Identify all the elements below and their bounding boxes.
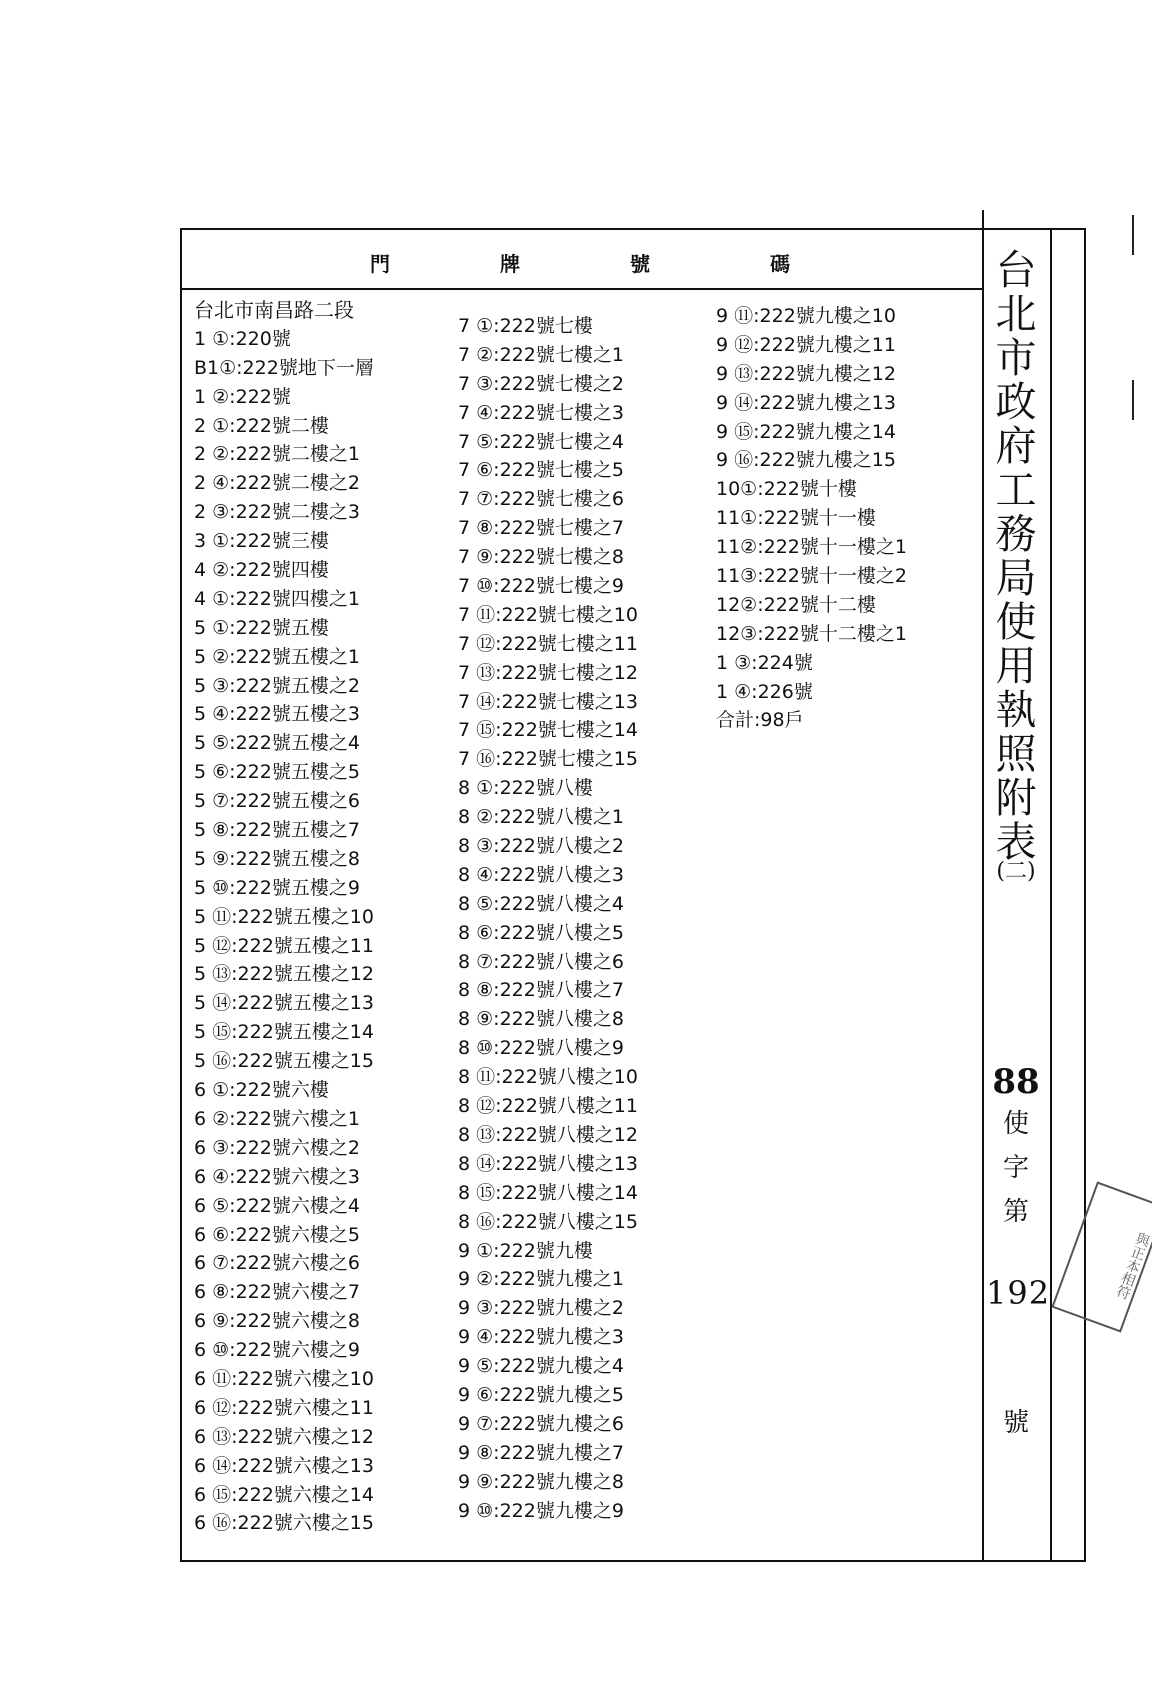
address-entry: 8 ⑪:222號八樓之10: [458, 1066, 638, 1089]
address-entry: 11①:222號十一樓: [716, 507, 876, 530]
address-entry: 8 ⑤:222號八樓之4: [458, 892, 624, 915]
address-column-3: [716, 302, 907, 735]
address-entry: 7 ⑭:222號七樓之13: [458, 690, 638, 713]
address-entry: 6 ⑭:222號六樓之13: [194, 1454, 374, 1477]
address-column-1: [194, 296, 374, 1538]
permit-number-block: [986, 1062, 1051, 1439]
address-entry: 9 ⑦:222號九樓之6: [458, 1412, 624, 1435]
address-entry: 11③:222號十一樓之2: [716, 565, 907, 588]
address-entry: 9 ⑭:222號九樓之13: [716, 391, 896, 414]
address-entry: 1 ④:226號: [716, 680, 813, 703]
title-char: 務: [995, 510, 1037, 558]
scan-edge-mark: [1132, 380, 1134, 420]
address-entry: 8 ⑯:222號八樓之15: [458, 1210, 638, 1233]
address-entry: 9 ⑤:222號九樓之4: [458, 1355, 624, 1378]
address-entry: 9 ⑨:222號九樓之8: [458, 1470, 624, 1493]
address-column-2: [458, 312, 638, 1525]
address-entry: 4 ①:222號四樓之1: [194, 587, 360, 610]
address-entry: 7 ⑬:222號七樓之12: [458, 661, 638, 684]
address-entry: 6 ⑪:222號六樓之10: [194, 1367, 374, 1390]
address-entry: 8 ⑥:222號八樓之5: [458, 921, 624, 944]
table-header: [182, 230, 982, 290]
address-entry: 5 ⑪:222號五樓之10: [194, 905, 374, 928]
title-char: 照: [995, 730, 1037, 778]
certification-stamp: 與正本相符: [1051, 1181, 1152, 1332]
address-entry: 8 ⑧:222號八樓之7: [458, 979, 624, 1002]
address-entry: 9 ④:222號九樓之3: [458, 1326, 624, 1349]
address-entry: 5 ⑨:222號五樓之8: [194, 847, 360, 870]
permit-appendix-table: [180, 228, 1086, 1562]
address-entry: 9 ⑧:222號九樓之7: [458, 1441, 624, 1464]
address-entry: 5 ⑮:222號五樓之14: [194, 1021, 374, 1044]
address-entry: 6 ⑨:222號六樓之8: [194, 1310, 360, 1333]
address-entry: 8 ⑨:222號八樓之8: [458, 1008, 624, 1031]
permit-char: 使: [1002, 1109, 1029, 1139]
address-entry: 8 ⑬:222號八樓之12: [458, 1123, 638, 1146]
address-entry: 7 ⑯:222號七樓之15: [458, 748, 638, 771]
address-entry: 5 ⑤:222號五樓之4: [194, 732, 360, 755]
address-entry: 7 ⑦:222號七樓之6: [458, 488, 624, 511]
address-entry: 6 ③:222號六樓之2: [194, 1136, 360, 1159]
address-entry: 8 ④:222號八樓之3: [458, 863, 624, 886]
title-char: 表: [995, 818, 1037, 866]
address-entry: 5 ⑫:222號五樓之11: [194, 934, 374, 957]
header-label-code: 碼: [770, 252, 790, 276]
title-char: 北: [995, 290, 1037, 338]
address-entry: 12②:222號十二樓: [716, 593, 876, 616]
address-entry: 2 ③:222號二樓之3: [194, 501, 360, 524]
address-entry: 5 ②:222號五樓之1: [194, 645, 360, 668]
address-entry: 12③:222號十二樓之1: [716, 622, 907, 645]
address-entry: 2 ④:222號二樓之2: [194, 472, 360, 495]
address-entry: 6 ⑥:222號六樓之5: [194, 1223, 360, 1246]
title-subscript: (二): [996, 859, 1036, 884]
address-entry: 9 ⑬:222號九樓之12: [716, 362, 896, 385]
address-entry: 8 ⑭:222號八樓之13: [458, 1152, 638, 1175]
address-entry: 7 ⑧:222號七樓之7: [458, 517, 624, 540]
address-entry: 9 ⑮:222號九樓之14: [716, 420, 896, 443]
address-entry: 7 ②:222號七樓之1: [458, 343, 624, 366]
address-entry: 6 ⑮:222號六樓之14: [194, 1483, 374, 1506]
address-entry: 7 ①:222號七樓: [458, 315, 593, 337]
permit-char: 字: [1002, 1153, 1029, 1183]
address-entry: 6 ①:222號六樓: [194, 1079, 329, 1102]
address-entry: 9 ⑪:222號九樓之10: [716, 305, 896, 327]
address-entry: 9 ③:222號九樓之2: [458, 1297, 624, 1320]
address-entry: 5 ⑭:222號五樓之13: [194, 992, 374, 1015]
title-char: 市: [995, 334, 1037, 382]
address-entry: 3 ①:222號三樓: [194, 530, 329, 553]
address-entry: 合計:98戶: [716, 709, 804, 732]
address-entry: 9 ⑥:222號九樓之5: [458, 1383, 624, 1406]
address-entry: 7 ⑨:222號七樓之8: [458, 546, 624, 569]
address-entry: B1①:222號地下一層: [194, 356, 374, 379]
address-entry: 7 ⑪:222號七樓之10: [458, 603, 638, 626]
address-entry: 8 ①:222號八樓: [458, 777, 593, 800]
title-char: 局: [995, 554, 1037, 602]
address-entry: 6 ②:222號六樓之1: [194, 1107, 360, 1130]
address-entry: 1 ③:224號: [716, 651, 813, 674]
street-heading: 台北市南昌路二段: [194, 298, 354, 322]
address-entry: 7 ⑤:222號七樓之4: [458, 430, 624, 453]
permit-suffix: 號: [1002, 1408, 1029, 1438]
address-entry: 8 ⑮:222號八樓之14: [458, 1181, 638, 1204]
address-entry: 7 ⑮:222號七樓之14: [458, 719, 638, 742]
permit-number: 192: [986, 1274, 1051, 1312]
address-entry: 5 ④:222號五樓之3: [194, 703, 360, 726]
divider-line: [1050, 230, 1052, 1562]
address-entry: 6 ⑩:222號六樓之9: [194, 1339, 360, 1362]
address-entry: 9 ⑩:222號九樓之9: [458, 1499, 624, 1522]
address-entry: 5 ①:222號五樓: [194, 616, 329, 639]
address-entry: 6 ⑧:222號六樓之7: [194, 1281, 360, 1304]
address-entry: 5 ③:222號五樓之2: [194, 674, 360, 697]
document-title: [986, 248, 1046, 884]
address-entry: 10①:222號十樓: [716, 478, 857, 501]
address-entry: 7 ⑩:222號七樓之9: [458, 575, 624, 598]
address-entry: 6 ⑤:222號六樓之4: [194, 1194, 360, 1217]
address-entry: 8 ③:222號八樓之2: [458, 835, 624, 858]
address-entry: 9 ②:222號九樓之1: [458, 1268, 624, 1291]
address-entry: 8 ⑦:222號八樓之6: [458, 950, 624, 973]
address-entry: 7 ③:222號七樓之2: [458, 372, 624, 395]
address-entry: 7 ⑥:222號七樓之5: [458, 459, 624, 482]
title-char: 工: [995, 466, 1037, 514]
address-entry: 5 ⑩:222號五樓之9: [194, 876, 360, 899]
address-entry: 1 ②:222號: [194, 385, 291, 408]
divider-line: [982, 210, 984, 1562]
address-entry: 6 ⑫:222號六樓之11: [194, 1396, 374, 1419]
address-entry: 6 ⑯:222號六樓之15: [194, 1512, 374, 1535]
address-entry: 5 ⑦:222號五樓之6: [194, 790, 360, 813]
address-entry: 9 ⑫:222號九樓之11: [716, 333, 896, 356]
address-entry: 11②:222號十一樓之1: [716, 536, 907, 559]
address-entry: 5 ⑧:222號五樓之7: [194, 819, 360, 842]
address-entry: 8 ⑫:222號八樓之11: [458, 1095, 638, 1118]
address-entry: 6 ④:222號六樓之3: [194, 1165, 360, 1188]
address-entry: 5 ⑬:222號五樓之12: [194, 963, 374, 986]
header-label-plate: 牌: [500, 252, 520, 276]
address-entry: 1 ①:220號: [194, 327, 291, 350]
address-entry: 9 ①:222號九樓: [458, 1239, 593, 1262]
title-char: 政: [995, 378, 1037, 426]
address-entry: 6 ⑦:222號六樓之6: [194, 1252, 360, 1275]
scan-edge-mark: [1132, 215, 1134, 255]
address-entry: 7 ⑫:222號七樓之11: [458, 632, 638, 655]
title-char: 府: [995, 422, 1037, 470]
address-entry: 8 ⑩:222號八樓之9: [458, 1037, 624, 1060]
permit-year: 88: [992, 1062, 1040, 1102]
address-entry: 8 ②:222號八樓之1: [458, 806, 624, 829]
header-label-number: 號: [630, 252, 650, 276]
address-entry: 5 ⑥:222號五樓之5: [194, 761, 360, 784]
title-char: 用: [995, 642, 1037, 690]
address-entry: 5 ⑯:222號五樓之15: [194, 1050, 374, 1073]
address-entry: 2 ①:222號二樓: [194, 414, 329, 437]
address-entry: 6 ⑬:222號六樓之12: [194, 1425, 374, 1448]
address-entry: 7 ④:222號七樓之3: [458, 401, 624, 424]
header-label-door: 門: [370, 252, 390, 276]
title-char: 附: [995, 774, 1037, 822]
title-char: 使: [995, 598, 1037, 646]
permit-char: 第: [1002, 1197, 1029, 1227]
address-entry: 2 ②:222號二樓之1: [194, 443, 360, 466]
title-char: 執: [995, 686, 1037, 734]
title-char: 台: [995, 246, 1037, 294]
address-entry: 4 ②:222號四樓: [194, 559, 329, 582]
address-entry: 9 ⑯:222號九樓之15: [716, 449, 896, 472]
